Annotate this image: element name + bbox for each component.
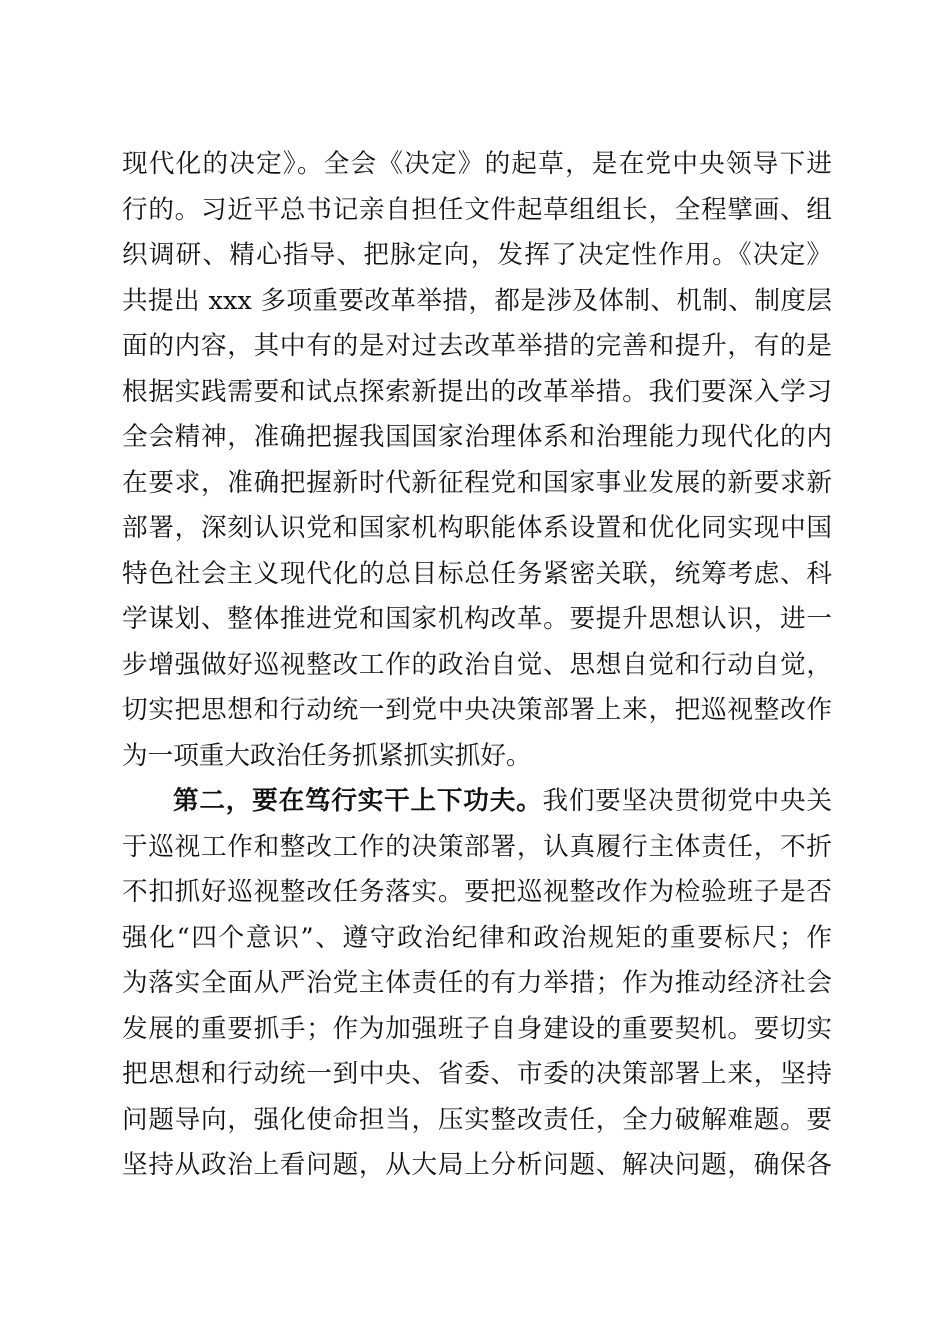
text-line: 强化“四个意识”、遵守政治纪律和政治规矩的重要标尺；作 [122, 922, 832, 953]
text-line: 织调研、精心指导、把脉定向，发挥了决定性作用。《决定》 [122, 240, 832, 270]
text-line: 于巡视工作和整改工作的决策部署，认真履行主体责任，不折 [122, 831, 832, 862]
text-line: 为一项重大政治任务抓紧抓实抓好。 [122, 740, 532, 771]
text-line: 步增强做好巡视整改工作的政治自觉、思想自觉和行动自觉， [122, 649, 832, 680]
section-2-heading: 第二，要在笃行实干上下功夫。 [173, 786, 543, 816]
text-line: 学谋划、整体推进党和国家机构改革。要提升思想认识，进一 [122, 604, 832, 634]
text-line: 不扣抓好巡视整改任务落实。要把巡视整改作为检验班子是否 [122, 877, 832, 907]
text-line: 部署，深刻认识党和国家机构职能体系设置和优化同实现中国 [122, 513, 832, 543]
text-line: 在要求，准确把握新时代新征程党和国家事业发展的新要求新 [122, 467, 832, 498]
text-line: 为落实全面从严治党主体责任的有力举措；作为推动经济社会 [122, 968, 832, 998]
text-line: 共提出 xxx 多项重要改革举措，都是涉及体制、机制、制度层 [122, 285, 832, 316]
text-line: 切实把思想和行动统一到党中央决策部署上来，把巡视整改作 [122, 695, 832, 725]
section-2-first-line [122, 779, 832, 825]
text-line: 坚持从政治上看问题，从大局上分析问题、解决问题，确保各 [122, 1150, 832, 1180]
text-line: 面的内容，其中有的是对过去改革举措的完善和提升，有的是 [122, 331, 832, 361]
text-line: 行的。习近平总书记亲自担任文件起草组组长，全程擘画、组 [122, 194, 832, 225]
text-line: 全会精神，准确把握我国国家治理体系和治理能力现代化的内 [122, 422, 832, 452]
text-line: 问题导向，强化使命担当，压实整改责任，全力破解难题。要 [122, 1104, 832, 1135]
document-body [122, 142, 832, 1189]
text-line: 根据实践需要和试点探索新提出的改革举措。我们要深入学习 [122, 376, 832, 407]
text-line: 把思想和行动统一到中央、省委、市委的决策部署上来，坚持 [122, 1059, 832, 1089]
section-2-first-text: 我们要坚决贯彻党中央关 [542, 786, 832, 816]
text-line: 发展的重要抓手；作为加强班子自身建设的重要契机。要切实 [122, 1013, 832, 1044]
text-line: 现代化的决定》。全会《决定》的起草，是在党中央领导下进 [122, 149, 832, 179]
text-line: 特色社会主义现代化的总目标总任务紧密关联，统筹考虑、科 [122, 558, 832, 589]
